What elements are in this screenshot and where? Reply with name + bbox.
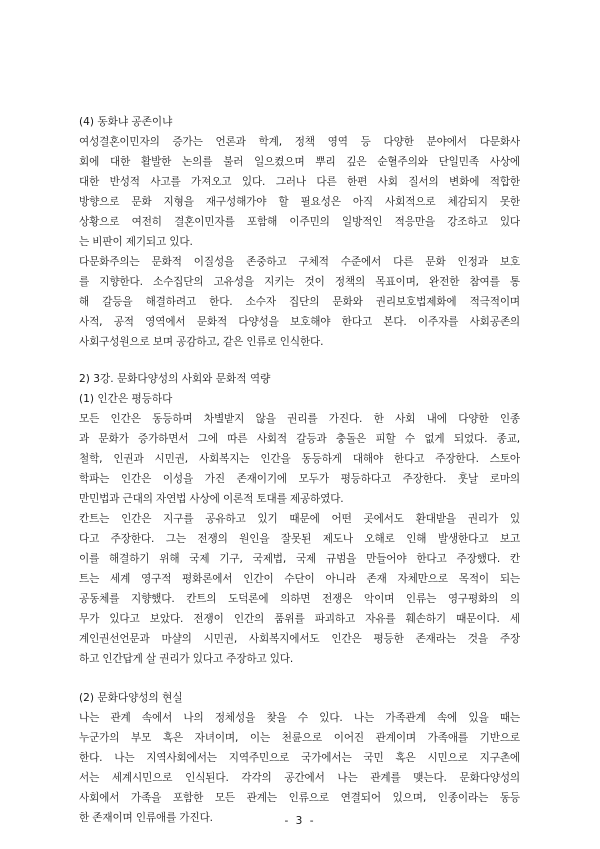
section-heading: (4) 동화냐 공존이냐 [79,116,173,128]
paragraph [79,708,520,828]
page-number: - 3 - [284,815,316,827]
text-line: 한다. 나는 지역사회에서는 지역주민으로 국가에서는 국민 혹은 시민으로 지구촌에 [79,752,520,764]
spacer [79,352,520,369]
text-line: 대한 반성적 사고를 가져오고 있다. 그러나 다른 한편 사회 질서의 변화에 적합한 [79,176,520,188]
text-line: 학파는 인간은 이성을 가진 존재이기에 모두가 평등하다고 주장한다. 훗날 로마의 [79,473,520,485]
text-line: 나는 관계 속에서 나의 정체성을 찾을 수 있다. 나는 가족관계 속에 있을 때는 [79,712,520,724]
text-line: 과 문화가 증가하면서 그에 따른 사회적 갈등과 충돌은 피할 수 없게 되었다. 종교, [79,433,520,445]
text-line: 는 비판이 제기되고 있다. [79,236,193,248]
spacer [79,669,520,688]
text-line: 계인권선언문과 마샬의 시민권, 사회복지에서도 인간은 평등한 존재라는 것을 주장 [79,633,520,645]
text-line: 방향으로 문화 지형을 재구성해가야 할 필요성은 아직 사회적으로 체감되지 못한 [79,196,520,208]
text-line: 해 갈등을 해결하려고 한다. 소수자 집단의 문화와 권리보호법제화에 적극적이며 [79,296,520,308]
section-heading: 2) 3강. 문화다양성의 사회와 문화적 역량 [79,373,271,385]
text-line: 사회구성원으로 보며 공감하고, 같은 인류로 인식한다. [79,336,324,348]
paragraph [79,509,520,669]
text-line: 를 지향한다. 소수집단의 고유성을 지키는 것이 정책의 목표이며, 완전한 참여를 통 [79,276,520,288]
text-line: 상황으로 여전히 결혼이민자를 포함해 이주민의 일방적인 적응만을 강조하고 있다 [79,216,520,228]
text-line: 만민법과 근대의 자연법 사상에 이론적 토대를 제공하였다. [79,493,344,505]
text-line: 여성결혼이민자의 증가는 언론과 학계, 정책 영역 등 다양한 분야에서 다문화사 [79,136,520,148]
subsection-heading: (1) 인간은 평등하다 [79,393,173,405]
document-body [79,112,520,828]
text-line: 사적, 공적 영역에서 문화적 다양성을 보호해야 한다고 본다. 이주자를 사회공존의 [79,316,520,328]
text-line: 다문화주의는 문화적 이질성을 존중하고 구체적 수준에서 다른 문화 인정과 보호 [79,256,520,268]
text-line: 회에 대한 활발한 논의를 불러 일으켰으며 뿌리 깊은 순혈주의와 단일민족 사상에 [79,156,520,168]
text-line: 칸트는 인간은 지구를 공유하고 있기 때문에 어떤 곳에서도 환대받을 권리가 있 [79,513,520,525]
text-line: 이를 해결하기 위해 국제 기구, 국제법, 국제 규범을 만들어야 한다고 주장했다. 칸 [79,553,520,565]
paragraph [79,409,520,509]
text-line: 공동체를 지향했다. 칸트의 도덕론에 의하면 전쟁은 악이며 인류는 영구평화의 의 [79,593,520,605]
text-line: 트는 세계 영구적 평화론에서 인간이 수단이 아니라 존재 자체만으로 목적이 되는 [79,573,520,585]
paragraph [79,132,520,252]
text-line: 다고 주장한다. 그는 전쟁의 원인을 잘못된 제도나 오해로 인해 발생한다고 보고 [79,533,520,545]
text-line: 사회에서 가족을 포함한 모든 관계는 인류으로 연결되어 있으며, 인종이라는 동등 [79,792,520,804]
text-line: 하고 인간답게 살 권리가 있다고 주장하고 있다. [79,653,294,665]
text-line: 무가 있다고 보았다. 전쟁이 인간의 품위를 파괴하고 자유를 훼손하기 때문이다. 세 [79,613,520,625]
subsection-heading: (2) 문화다양성의 현실 [79,692,183,704]
paragraph [79,252,520,352]
text-line: 누군가의 부모 혹은 자녀이며, 이는 천륜으로 이어진 관계이며 가족애를 기반으로 [79,732,520,744]
text-line: 한 존재이며 인류애를 가진다. [79,812,213,824]
text-line: 모든 인간은 동등하며 차별받지 않을 권리를 가진다. 한 사회 내에 다양한 인종 [79,413,520,425]
text-line: 철학, 인권과 시민권, 사회복지는 인간을 동등하게 대해야 한다고 주장한다. 스토아 [79,453,520,465]
text-line: 서는 세계시민으로 인식된다. 각각의 공간에서 나는 관계를 맺는다. 문화다양성의 [79,772,520,784]
